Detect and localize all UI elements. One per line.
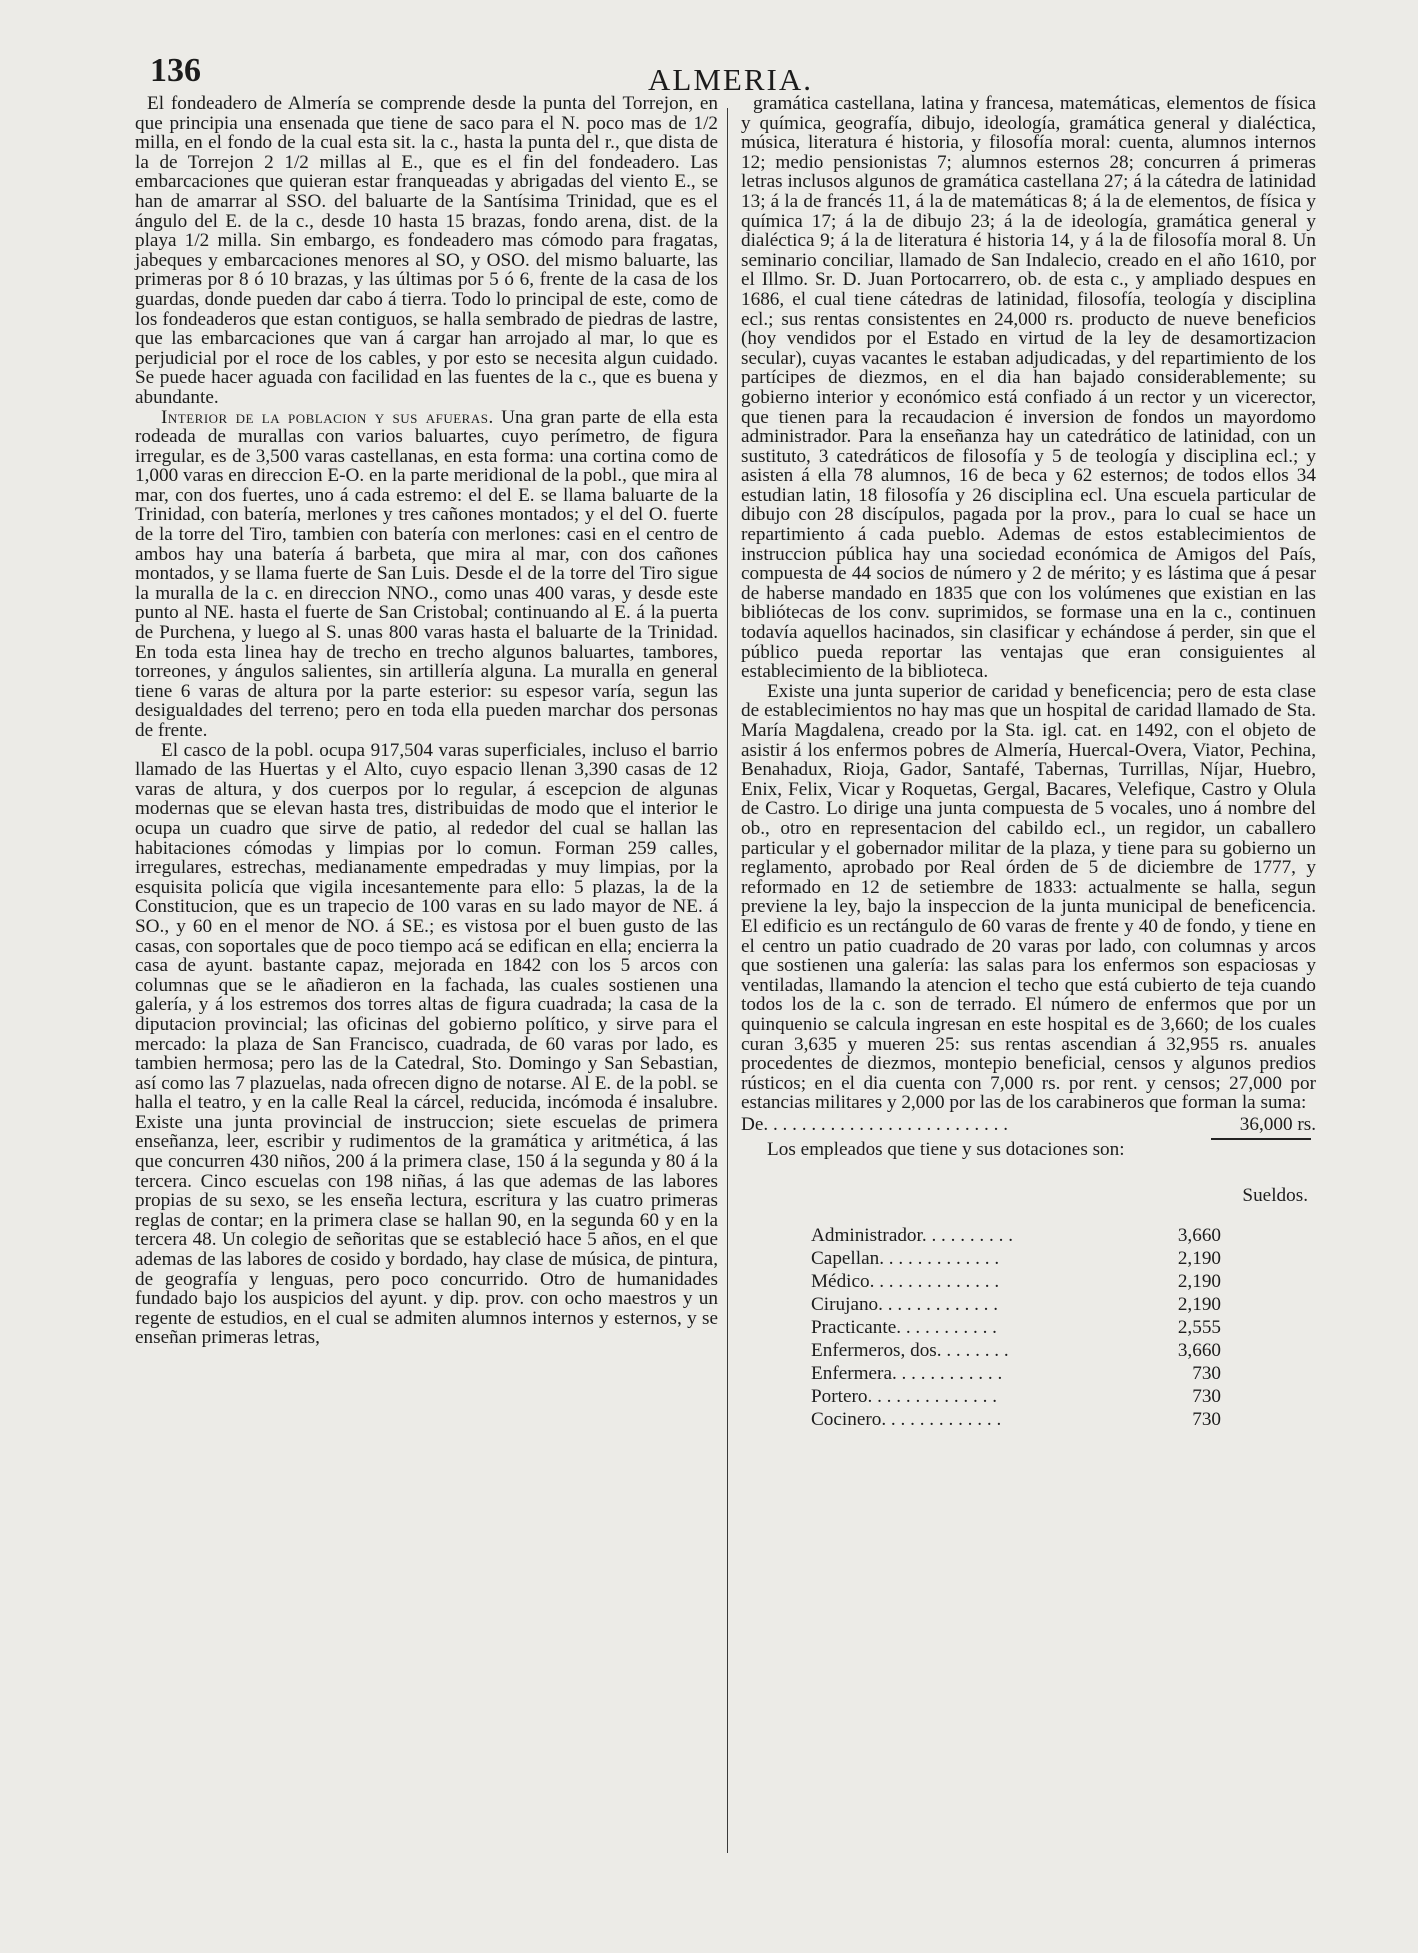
employee-row: [811, 1293, 1221, 1316]
employee-role: Practicante. . . . . . . . . . .: [811, 1316, 997, 1338]
paragraph-caridad: Existe una junta superior de caridad y beneficencia; pero de esta clase de establecimientos no hay mas que un hospital de caridad llamado de Sta. María Magdalena, creado por la Sta. igl. cat. en 1492, con el objeto de asistir á los enfermos pobres de Almería, Huercal-Overa, Viator, Pechina, Benahadux, Rioja, Gador, Santafé, Tabernas, Turrillas, Níjar, Huebro, Enix, Felix, Vicar y Roquetas, Gergal, Bacares, Velefique, Castro y Olula de Castro. Lo dirige una junta compuesta de 5 vocales, uno á nombre del ob., otro en representacion del cabildo ecl., un regidor, un caballero particular y el gobernador militar de la plaza, y tiene para su gobierno un reglamento, aprobado por Real órden de 5 de diciembre de 1777, y reformado en 12 de setiembre de 1833: actualmente se halla, segun previene la ley, bajo la inspeccion de la junta municipal de beneficencia. El edificio es un rectángulo de 60 varas de frente y 40 de fondo, y tiene en el centro un patio cuadrado de 20 varas por lado, con columnas y arcos que sostienen una galería: las salas para los enfermos son espaciosas y ventiladas, llamando la atencion el techo que está cubierto de teja cuando todos los de la c. son de terrado. El número de enfermos que por un quinquenio se calcula ingresan en este hospital es de 3,660; de los cuales curan 3,635 y mueren 25: sus rentas ascendian á 32,955 rs. anuales procedentes de diezmos, montepio beneficial, censos y algunos predios rústicos; en el dia cuenta con 7,000 rs. por rent. y censos; 27,000 por estancias militares y 2,000 por las de los carabineros que forman la suma:: [741, 680, 1316, 1114]
paragraph-colegio: gramática castellana, latina y francesa, matemáticas, elementos de física y química, geografía, dibujo, ideología, gramática general y dialéctica, música, literatura é historia, y filosofía moral: cuenta, alumnos internos 12; medio pensionistas 7; alumnos esternos 28; concurren á primeras letras inclusos algunos de gramática castellana 27; á la cátedra de latinidad 13; á la de francés 11, á la de matemáticas 8; á la de elementos, de física y química 17; á la de dibujo 23; á la de ideología, gramática general y dialéctica 9; á la de literatura é historia 14, y á la de filosofía moral 8. Un seminario conciliar, llamado de San Indalecio, creado en el año 1610, por el Illmo. Sr. D. Juan Portocarrero, ob. de esta c., y ampliado despues en 1686, el cual tiene cátedras de latinidad, filosofía, teología y disciplina ecl.; sus rentas consistentes en 24,000 rs. producto de nueve beneficios (hoy vendidos por el Estado en virtud de la ley de desamortizacion secular), cuyas vacantes le estaban adjudicadas, y del repartimiento de los partícipes de diezmos, en el dia han bajado considerablemente; su gobierno interior y económico está confiado á un rector y un vicerector, que tienen para la recaudacion é inversion de fondos un mayordomo administrador. Para la enseñanza hay un catedrático de latinidad, con un sustituto, 3 catedráticos de filosofía y 5 de teología y disciplina ecl.; y asisten á ella 78 alumnos, 16 de beca y 62 esternos; de todos ellos 34 estudian latin, 18 filosofía y 26 disciplina ecl. Una escuela particular de dibujo con 28 discípulos, pagada por la prov., para lo cual se hace un repartimiento á cada pueblo. Ademas de estos establecimientos de instruccion pública hay una sociedad económica de Amigos del País, compuesta de 44 socios de número y 2 de mérito; y es lástima que á pesar de haberse mandado en 1835 que con los volúmenes que existian en las bibliótecas de los conv. suprimidos, se formase una en la c., continuen todavía aquellos hacinados, sin clasificar y echándose á perder, sin que el público pueda reportar las ventajas que eran consiguientes al establecimiento de la biblioteca.: [741, 93, 1316, 683]
paragraph-casco: El casco de la pobl. ocupa 917,504 varas superficiales, incluso el barrio llamado de las Huertas y el Alto, cuyo espacio llenan 3,390 casas de 12 varas de altura, y dos cuerpos por lo regular, á escepcion de algunas modernas que se elevan hasta tres, distribuidas de modo que el interior le ocupa un cuadro que sirve de patio, al rededor del cual se hallan las habitaciones cómodas y limpias por lo comun. Forman 259 calles, irregulares, estrechas, medianamente empedradas y muy limpias, por la esquisita policía que vigila incesantemente para ello: 5 plazas, la de la Constitucion, que es un trapecio de 100 varas en su lado mayor de NE. á SO., y 60 en el menor de NO. á SE.; es vistosa por el buen gusto de las casas, con soportales que de poco tiempo acá se edifican en ella; encierra la casa de ayunt. bastante capaz, mejorada en 1842 con los 5 arcos con columnas que se le añadieron en la fachada, las cuales sostienen una galería, y á los estremos dos torres altas de figura cuadrada; la casa de la diputacion provincial; las oficinas del gobierno político, y sirve para el mercado: la plaza de San Francisco, cuadrada, de 60 varas por lado, es tambien hermosa; pero las de la Catedral, Sto. Domingo y San Sebastian, así como las 7 plazuelas, nada ofrecen digno de notarse. Al E. de la pobl. se halla el teatro, y en la calle Real la cárcel, reducida, incómoda é insalubre. Existe una junta provincial de instruccion; siete escuelas de primera enseñanza, leer, escribir y rudimentos de la gramática y aritmética, á las que concurren 430 niños, 200 á la primera clase, 150 á la segunda y 80 á la tercera. Cinco escuelas con 198 niñas, á las que ademas de las labores propias de su sexo, se les enseña lectura, escritura y las cuatro primeras reglas de contar; en la primera clase se hallan 90, en la segunda 60 y en la tercera 48. Un colegio de señoritas que se estableció hace 5 años, en el que ademas de las labores de cosido y bordado, hay clase de música, de pintura, de geografía y lenguas, pero poco concurrido. Otro de humanidades fundado bajo los auspicios del ayunt. y dip. prov. con ocho maestros y un regente de estudios, en el cual se admiten alumnos internos y esternos, y se enseñan primeras letras,: [135, 739, 718, 1349]
employee-row: [811, 1224, 1221, 1247]
employee-row: [811, 1362, 1221, 1385]
employee-salary: 3,660: [1177, 1339, 1221, 1361]
employee-role: Cirujano. . . . . . . . . . . . .: [811, 1293, 999, 1315]
employee-row: [811, 1270, 1221, 1293]
employee-salary: 730: [1192, 1362, 1221, 1384]
running-head: ALMERIA.: [648, 62, 813, 97]
employee-row: [811, 1408, 1221, 1431]
employee-role: Enfermeros, dos. . . . . . . .: [811, 1339, 1009, 1361]
page-number: 136: [150, 52, 201, 89]
employee-role: Administrador. . . . . . . . . .: [811, 1224, 1013, 1246]
employee-salary: 2,190: [1177, 1247, 1221, 1269]
employees-table: [811, 1224, 1221, 1431]
employee-salary: 2,190: [1177, 1270, 1221, 1292]
employee-salary: 2,555: [1177, 1316, 1221, 1338]
employee-role: Capellan. . . . . . . . . . . . .: [811, 1247, 1000, 1269]
employee-row: [811, 1247, 1221, 1270]
employee-role: Enfermera. . . . . . . . . . . .: [811, 1362, 1003, 1384]
right-column: [741, 94, 1316, 1431]
sum-value: 36,000 rs.: [1239, 1113, 1316, 1135]
sueldos-header: Sueldos.: [1242, 1185, 1308, 1207]
employee-salary: 730: [1192, 1385, 1221, 1407]
employee-row: [811, 1316, 1221, 1339]
left-column: [135, 94, 718, 1348]
employee-row: [811, 1339, 1221, 1362]
employee-salary: 730: [1192, 1408, 1221, 1430]
employees-intro: Los empleados que tiene y sus dotaciones son:: [767, 1139, 1125, 1161]
section-heading-interior: Interior de la poblacion y sus afueras.: [161, 406, 494, 428]
column-divider: [727, 108, 728, 1853]
employee-role: Médico. . . . . . . . . . . . . .: [811, 1270, 1000, 1292]
paragraph-interior-text: Una gran parte de ella esta rodeada de murallas con varios baluartes, cuyo perímetro, de figura irregular, es de 3,500 varas castellanas, en esta forma: una cortina como de 1,000 varas en direccion E-O. en la parte meridional de la pobl., que mira al mar, con dos fuertes, uno á cada estremo: el del E. se llama baluarte de la Trinidad, con batería, merlones y tres cañones montados; y el del O. fuerte de la torre del Tiro, tambien con batería con merlones: casi en el centro de ambos hay una batería á barbeta, que mira al mar, con dos cañones montados, y se llama fuerte de San Luis. Desde el de la torre del Tiro sigue la muralla de la c. en direccion NNO., como unas 400 varas, y desde este punto al NE. hasta el fuerte de San Cristobal; continuando al E. á la puerta de Purchena, y luego al S. unas 800 varas hasta el baluarte de la Trinidad. En toda esta linea hay de trecho en trecho algunos baluartes, tambores, torreones, y ángulos salientes, sin artillería alguna. La muralla en general tiene 6 varas de altura por la parte esterior: su espesor varía, segun las desigualdades del terreno; pero en toda ella pueden marchar dos personas de frente.: [135, 406, 719, 741]
employee-role: Portero. . . . . . . . . . . . . .: [811, 1385, 998, 1407]
sum-label: De. . . . . . . . . . . . . . . . . . . . . . . . . .: [741, 1113, 1009, 1135]
employee-row: [811, 1385, 1221, 1408]
paragraph-interior: [135, 408, 718, 741]
paragraph-fondeadero: El fondeadero de Almería se comprende desde la punta del Torrejon, en que principia una ensenada que tiene de saco para el N. poco mas de 1/2 milla, en el fondo de la cual esta sit. la c., hasta la punta del r., que dista de la de Torrejon 2 1/2 millas al E., que es el fin del fondeadero. Las embarcaciones que quieran estar franqueadas y abrigadas del viento E., se han de amarrar al SSO. del baluarte de la Santísima Trinidad, que es el ángulo del E. de la c., desde 10 hasta 15 brazas, fondo arena, dist. de la playa 1/2 milla. Sin embargo, es fondeadero mas cómodo para fragatas, jabeques y embarcaciones menores al SO, y OSO. del mismo baluarte, las primeras por 8 ó 10 brazas, y las últimas por 5 ó 6, frente de la casa de los guardas, donde pueden dar cabo á tierra. Todo lo principal de este, como de los fondeaderos que estan contiguos, se halla sembrado de piedras de lastre, que las embarcaciones que van á cargar han arrojado al mar, lo que es perjudicial por el roce de los cables, y por esto se necesita algun cuidado. Se puede hacer aguada con facilidad en las fuentes de la c., que es buena y abundante.: [135, 93, 718, 408]
employee-salary: 2,190: [1177, 1293, 1221, 1315]
sum-row: [741, 1115, 1316, 1135]
employee-role: Cocinero. . . . . . . . . . . . .: [811, 1408, 1002, 1430]
employee-salary: 3,660: [1177, 1224, 1221, 1246]
